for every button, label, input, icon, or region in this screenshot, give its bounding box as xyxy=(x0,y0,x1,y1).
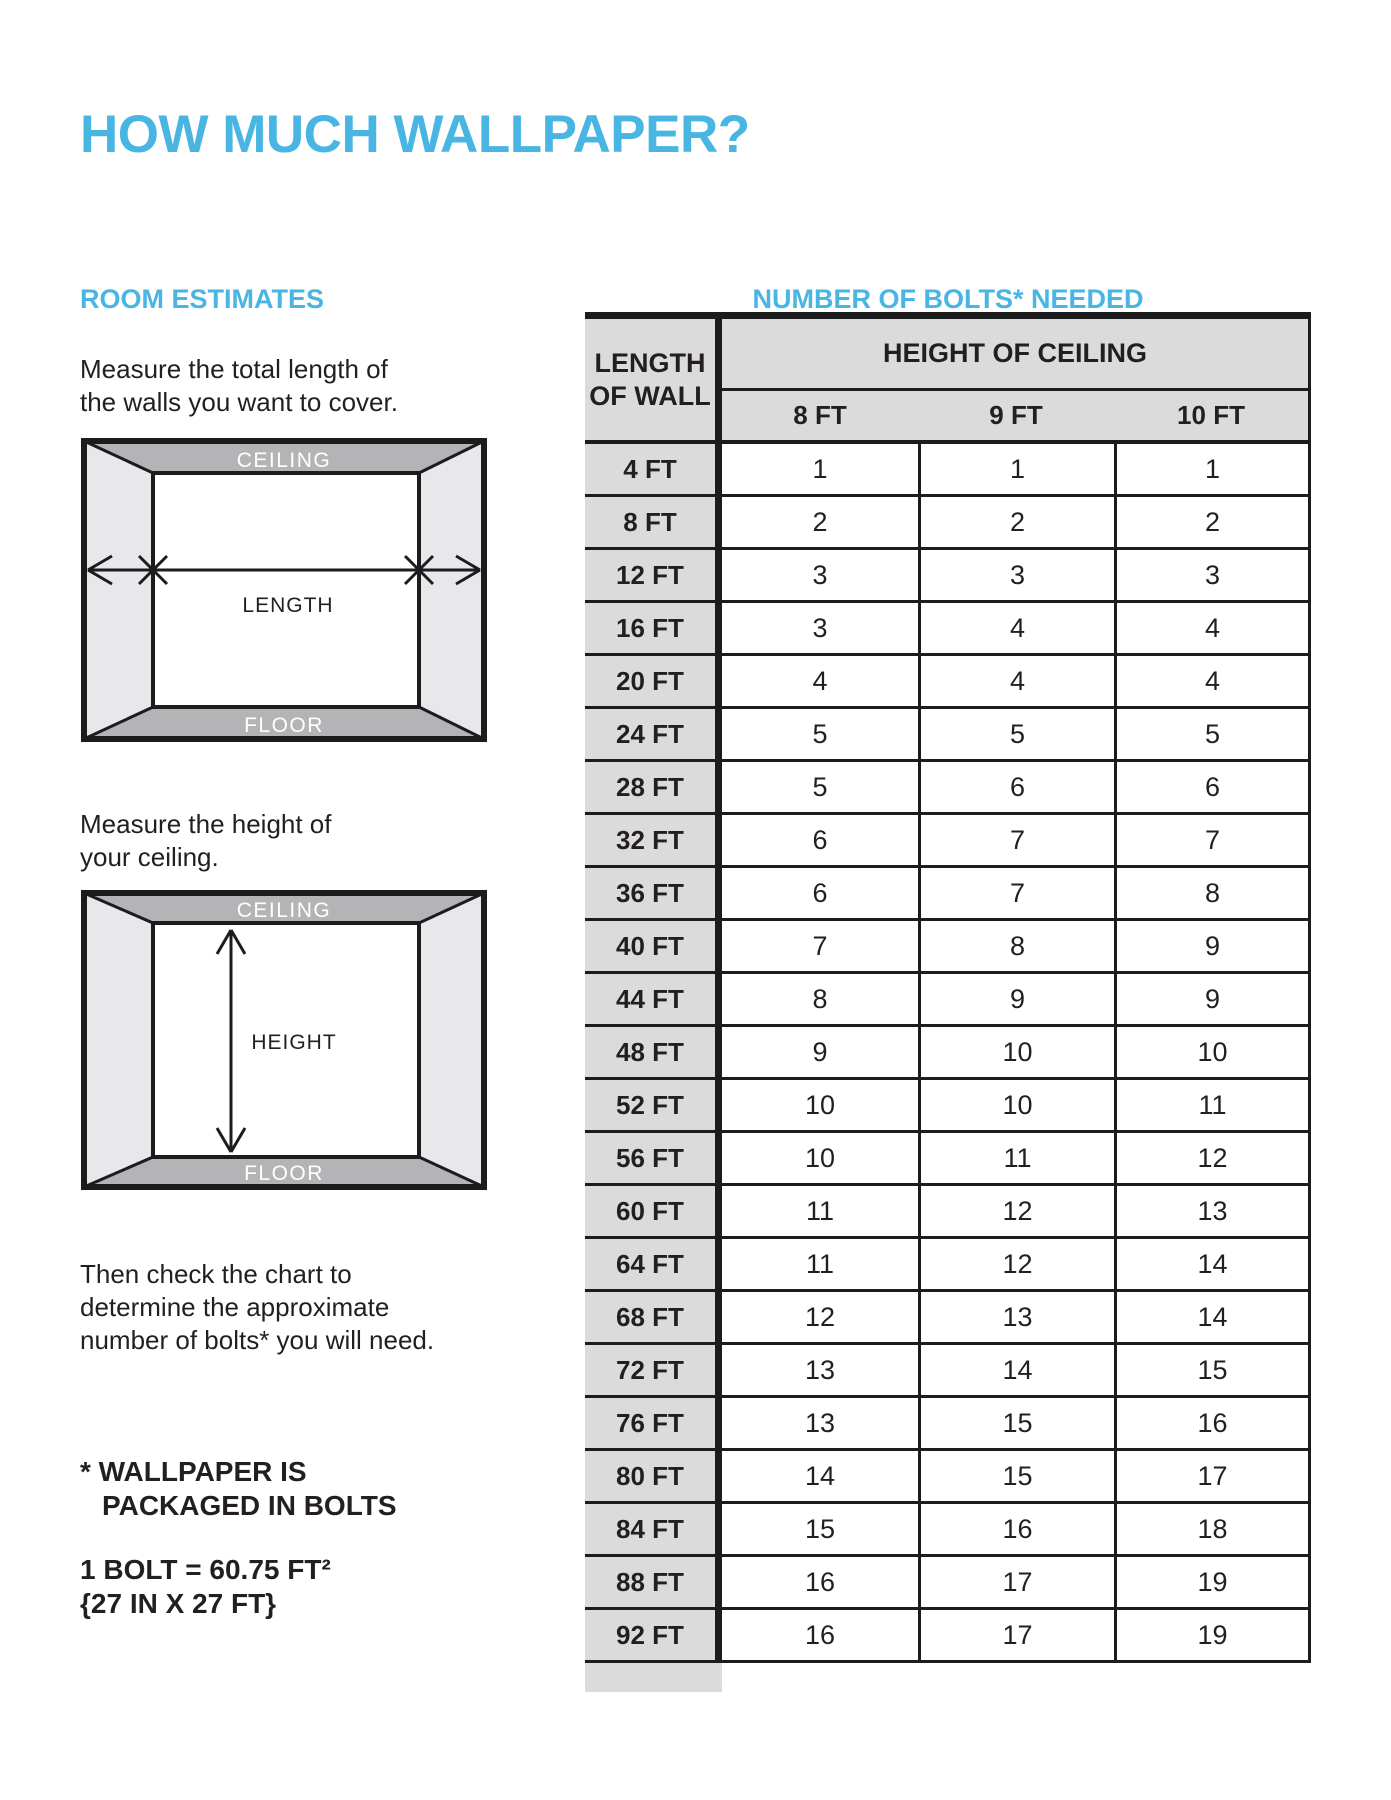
table-row xyxy=(585,1239,1311,1292)
row-label: 32 FT xyxy=(585,815,722,868)
length-label: LENGTH xyxy=(242,594,334,617)
bolt-count-cell: 2 xyxy=(1114,497,1311,550)
step3-line2: determine the approximate xyxy=(80,1292,390,1322)
step1-line1: Measure the total length of xyxy=(80,354,388,384)
room-length-diagram xyxy=(81,438,487,742)
col-header-8ft: 8 FT xyxy=(722,391,918,444)
bolt-count-cell: 5 xyxy=(1114,709,1311,762)
bolt-count-cell: 10 xyxy=(918,1080,1114,1133)
bolt-count-cell: 15 xyxy=(918,1451,1114,1504)
bolt-count-cell: 16 xyxy=(1114,1398,1311,1451)
row-label: 76 FT xyxy=(585,1398,722,1451)
step1-text xyxy=(80,353,398,419)
bolt-count-cell: 7 xyxy=(918,815,1114,868)
bolt-count-cell: 14 xyxy=(1114,1239,1311,1292)
table-row xyxy=(585,1557,1311,1610)
table-row xyxy=(585,497,1311,550)
floor-label: FLOOR xyxy=(244,714,324,737)
bolt-count-cell: 11 xyxy=(722,1239,918,1292)
bolt-count-cell: 17 xyxy=(918,1557,1114,1610)
floor-label: FLOOR xyxy=(244,1162,324,1185)
row-label: 20 FT xyxy=(585,656,722,709)
bolt-count-cell: 13 xyxy=(1114,1186,1311,1239)
row-label: 36 FT xyxy=(585,868,722,921)
bolt-count-cell: 14 xyxy=(918,1345,1114,1398)
row-label: 12 FT xyxy=(585,550,722,603)
bolt-count-cell: 14 xyxy=(722,1451,918,1504)
bolt-count-cell: 17 xyxy=(1114,1451,1311,1504)
bolt-count-cell: 7 xyxy=(918,868,1114,921)
bolt-count-cell: 10 xyxy=(918,1027,1114,1080)
row-label: 80 FT xyxy=(585,1451,722,1504)
bolts-table xyxy=(585,312,1311,1663)
bolt-count-cell: 6 xyxy=(722,815,918,868)
bolt-count-cell: 2 xyxy=(918,497,1114,550)
bolt-count-cell: 19 xyxy=(1114,1610,1311,1663)
row-label: 24 FT xyxy=(585,709,722,762)
bolt-count-cell: 1 xyxy=(722,444,918,497)
table-row xyxy=(585,1345,1311,1398)
step2-line2: your ceiling. xyxy=(80,842,219,872)
table-row xyxy=(585,1292,1311,1345)
step3-text xyxy=(80,1258,434,1357)
row-label: 92 FT xyxy=(585,1610,722,1663)
bolt-count-cell: 9 xyxy=(1114,974,1311,1027)
bolts-table-container xyxy=(585,312,1311,1663)
bolt-count-cell: 8 xyxy=(1114,868,1311,921)
bolt-count-cell: 9 xyxy=(722,1027,918,1080)
table-row xyxy=(585,1398,1311,1451)
header-row-group xyxy=(585,319,1311,391)
table-row xyxy=(585,656,1311,709)
bolt-count-cell: 9 xyxy=(1114,921,1311,974)
bolt-count-cell: 3 xyxy=(918,550,1114,603)
page-title: HOW MUCH WALLPAPER? xyxy=(80,104,750,164)
length-of-wall-line2: OF WALL xyxy=(589,380,711,411)
bolt-count-cell: 4 xyxy=(1114,656,1311,709)
bolt-count-cell: 4 xyxy=(918,603,1114,656)
row-label: 28 FT xyxy=(585,762,722,815)
bolt-count-cell: 8 xyxy=(722,974,918,1027)
bolt-count-cell: 17 xyxy=(918,1610,1114,1663)
bolt-count-cell: 13 xyxy=(722,1345,918,1398)
bolt-count-cell: 10 xyxy=(1114,1027,1311,1080)
bolt-count-cell: 3 xyxy=(722,550,918,603)
back-wall xyxy=(153,473,419,707)
table-row xyxy=(585,709,1311,762)
row-label: 64 FT xyxy=(585,1239,722,1292)
wallpaper-bolts-footnote xyxy=(80,1455,397,1523)
bolt-count-cell: 16 xyxy=(722,1557,918,1610)
row-label: 60 FT xyxy=(585,1186,722,1239)
ceiling-label: CEILING xyxy=(236,449,332,472)
footnote-line1: * WALLPAPER IS xyxy=(80,1456,307,1487)
bolt-equivalence-note xyxy=(80,1553,331,1621)
bolt-count-cell: 3 xyxy=(722,603,918,656)
bolt-count-cell: 6 xyxy=(1114,762,1311,815)
table-row xyxy=(585,603,1311,656)
right-wall xyxy=(419,441,484,739)
length-of-wall-header xyxy=(585,319,722,444)
bolt-count-cell: 10 xyxy=(722,1080,918,1133)
bolt-count-cell: 4 xyxy=(918,656,1114,709)
bolt-count-cell: 1 xyxy=(918,444,1114,497)
row-label: 44 FT xyxy=(585,974,722,1027)
bolt-count-cell: 3 xyxy=(1114,550,1311,603)
row-label: 56 FT xyxy=(585,1133,722,1186)
bolt-count-cell: 6 xyxy=(918,762,1114,815)
bolt-count-cell: 2 xyxy=(722,497,918,550)
table-row xyxy=(585,444,1311,497)
footnote-line2: PACKAGED IN BOLTS xyxy=(102,1490,397,1521)
bolt-count-cell: 11 xyxy=(722,1186,918,1239)
row-label: 84 FT xyxy=(585,1504,722,1557)
table-row xyxy=(585,1186,1311,1239)
step3-line3: number of bolts* you will need. xyxy=(80,1325,435,1355)
bolt-count-cell: 7 xyxy=(722,921,918,974)
bolt-count-cell: 5 xyxy=(722,709,918,762)
col-header-9ft: 9 FT xyxy=(918,391,1114,444)
bolt-equivalence-line2: {27 IN X 27 FT} xyxy=(80,1588,277,1619)
length-of-wall-line1: LENGTH xyxy=(594,347,706,378)
bolt-count-cell: 12 xyxy=(1114,1133,1311,1186)
table-row xyxy=(585,974,1311,1027)
bolt-count-cell: 19 xyxy=(1114,1557,1311,1610)
row-label: 72 FT xyxy=(585,1345,722,1398)
table-row xyxy=(585,762,1311,815)
table-row xyxy=(585,550,1311,603)
bolt-count-cell: 6 xyxy=(722,868,918,921)
table-row xyxy=(585,815,1311,868)
bolt-count-cell: 4 xyxy=(722,656,918,709)
col-header-10ft: 10 FT xyxy=(1114,391,1311,444)
table-row xyxy=(585,868,1311,921)
row-label: 8 FT xyxy=(585,497,722,550)
bolt-count-cell: 13 xyxy=(722,1398,918,1451)
left-wall xyxy=(84,893,153,1187)
bolt-count-cell: 1 xyxy=(1114,444,1311,497)
table-footer-tab xyxy=(585,1663,722,1692)
bolt-count-cell: 15 xyxy=(722,1504,918,1557)
right-wall xyxy=(419,893,484,1187)
table-row xyxy=(585,1027,1311,1080)
bolt-count-cell: 12 xyxy=(722,1292,918,1345)
table-row xyxy=(585,921,1311,974)
room-height-diagram xyxy=(81,890,487,1190)
bolt-count-cell: 11 xyxy=(918,1133,1114,1186)
bolt-count-cell: 16 xyxy=(918,1504,1114,1557)
row-label: 48 FT xyxy=(585,1027,722,1080)
ceiling-label: CEILING xyxy=(236,899,332,922)
bolt-count-cell: 18 xyxy=(1114,1504,1311,1557)
step3-line1: Then check the chart to xyxy=(80,1259,352,1289)
bolt-count-cell: 9 xyxy=(918,974,1114,1027)
row-label: 16 FT xyxy=(585,603,722,656)
step2-line1: Measure the height of xyxy=(80,809,332,839)
height-of-ceiling-header: HEIGHT OF CEILING xyxy=(722,319,1311,391)
table-row xyxy=(585,1080,1311,1133)
bolt-count-cell: 4 xyxy=(1114,603,1311,656)
bolt-equivalence-line1: 1 BOLT = 60.75 FT² xyxy=(80,1554,331,1585)
table-row xyxy=(585,1451,1311,1504)
bolt-count-cell: 10 xyxy=(722,1133,918,1186)
height-label: HEIGHT xyxy=(251,1031,337,1054)
bolt-count-cell: 5 xyxy=(918,709,1114,762)
table-row xyxy=(585,1504,1311,1557)
bolt-count-cell: 14 xyxy=(1114,1292,1311,1345)
bolt-count-cell: 13 xyxy=(918,1292,1114,1345)
row-label: 40 FT xyxy=(585,921,722,974)
bolt-count-cell: 8 xyxy=(918,921,1114,974)
bolt-count-cell: 5 xyxy=(722,762,918,815)
bolt-count-cell: 15 xyxy=(918,1398,1114,1451)
row-label: 68 FT xyxy=(585,1292,722,1345)
room-estimates-heading: ROOM ESTIMATES xyxy=(80,284,325,315)
bolt-count-cell: 7 xyxy=(1114,815,1311,868)
bolt-count-cell: 11 xyxy=(1114,1080,1311,1133)
step2-text xyxy=(80,808,332,874)
bolts-needed-heading: NUMBER OF BOLTS* NEEDED xyxy=(752,284,1144,315)
left-wall xyxy=(84,441,153,739)
table-row xyxy=(585,1610,1311,1663)
bolt-count-cell: 16 xyxy=(722,1610,918,1663)
row-label: 4 FT xyxy=(585,444,722,497)
row-label: 88 FT xyxy=(585,1557,722,1610)
bolt-count-cell: 12 xyxy=(918,1186,1114,1239)
bolt-count-cell: 15 xyxy=(1114,1345,1311,1398)
row-label: 52 FT xyxy=(585,1080,722,1133)
bolt-count-cell: 12 xyxy=(918,1239,1114,1292)
table-row xyxy=(585,1133,1311,1186)
step1-line2: the walls you want to cover. xyxy=(80,387,398,417)
